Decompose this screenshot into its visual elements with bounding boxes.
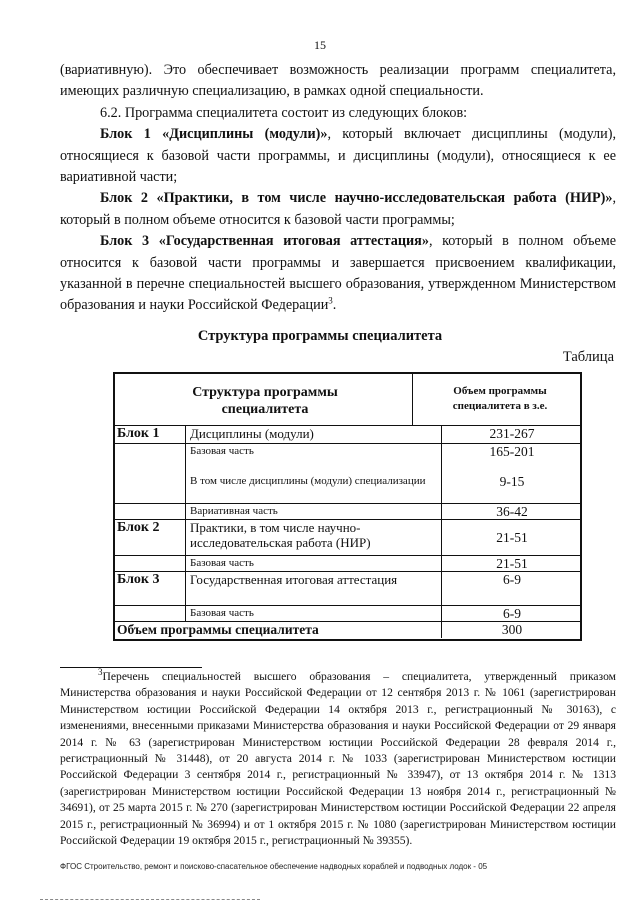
table-row bbox=[113, 606, 582, 622]
block-3-period: . bbox=[332, 297, 337, 314]
row-block bbox=[113, 504, 186, 520]
page-footer: ФГОС Строительство, ремонт и поисково-спасательное обеспечение надводных кораблей и подводных лодок - 05 bbox=[60, 862, 488, 871]
row-block: Блок 3 bbox=[113, 572, 186, 606]
row-value: 6-9 bbox=[442, 606, 583, 622]
row-name: Базовая часть bbox=[186, 556, 442, 572]
paragraph-block-2 bbox=[60, 188, 616, 231]
body-text bbox=[60, 60, 616, 317]
row-name: Базовая часть bbox=[186, 444, 442, 474]
row-value: 36-42 bbox=[442, 504, 583, 520]
footnote bbox=[60, 669, 616, 849]
row-name: Государственная итоговая аттестация bbox=[186, 572, 442, 606]
block-1-description: , который включает дисциплины (модули), относящиеся к базовой части программы, и дисциплины (модули), относящиеся к ее вариативной части; bbox=[60, 126, 616, 186]
total-value: 300 bbox=[442, 622, 583, 638]
block-2-description: , который в полном объеме относится к базовой части программы; bbox=[60, 190, 616, 228]
table-row bbox=[113, 504, 582, 520]
table-row bbox=[113, 572, 582, 606]
block-2-title: Блок 2 «Практики, в том числе научно-исследовательская работа (НИР)» bbox=[100, 190, 613, 207]
row-block bbox=[113, 606, 186, 622]
total-label: Объем программы специалитета bbox=[113, 622, 442, 638]
block-1-title: Блок 1 «Дисциплины (модули)» bbox=[100, 126, 328, 143]
paragraph-specializations: (вариативную). Это обеспечивает возможность реализации программ специалитета, имеющих различную специализацию, в рамках одной специальности. bbox=[60, 62, 616, 100]
row-block bbox=[113, 444, 186, 474]
table-header-structure: Структура программы специалитета bbox=[192, 385, 338, 417]
row-block: Блок 1 bbox=[113, 426, 186, 444]
footnote-marker: 3 bbox=[98, 667, 103, 678]
table-row bbox=[113, 444, 582, 474]
page-number: 15 bbox=[314, 38, 326, 52]
paragraph-block-1 bbox=[60, 124, 616, 188]
row-block bbox=[113, 556, 186, 572]
row-name: Базовая часть bbox=[186, 606, 442, 622]
row-name: Дисциплины (модули) bbox=[186, 426, 442, 444]
paragraph-block-3 bbox=[60, 231, 616, 317]
row-value: 165-201 bbox=[442, 444, 583, 474]
row-value: 9-15 bbox=[442, 474, 583, 504]
table-row bbox=[113, 556, 582, 572]
table-caption: Таблица bbox=[562, 349, 614, 365]
table-total-row bbox=[113, 622, 582, 638]
table-row bbox=[113, 520, 582, 556]
row-value: 21-51 bbox=[442, 520, 583, 556]
row-name: В том числе дисциплины (модули) специализации bbox=[186, 474, 442, 504]
paragraph-blocks-intro: 6.2. Программа специалитета состоит из следующих блоков: bbox=[100, 104, 468, 121]
scan-edge bbox=[40, 899, 260, 900]
row-value: 231-267 bbox=[442, 426, 583, 444]
table-row bbox=[113, 474, 582, 504]
row-name: Вариативная часть bbox=[186, 504, 442, 520]
block-3-title: Блок 3 «Государственная итоговая аттестация» bbox=[100, 233, 429, 250]
row-block bbox=[113, 474, 186, 504]
table-header-volume: Объем программы специалитета в з.е. bbox=[452, 385, 548, 412]
footnote-reference: 3 bbox=[328, 295, 333, 306]
row-name: Практики, в том числе научно-исследовательская работа (НИР) bbox=[186, 520, 442, 556]
footnote-divider bbox=[60, 667, 202, 668]
row-block: Блок 2 bbox=[113, 520, 186, 556]
structure-table bbox=[113, 425, 582, 638]
header-divider bbox=[412, 372, 413, 425]
footnote-text: Перечень специальностей высшего образования – специалитета, утвержденный приказом Министерства образования и науки Российской Федерации от 12 сентября 2013 г. № 1061 (зарегистрирован Министерством юстиции Российской Федерации 14 октября 2013 г., регистрационный № 30163), с изменениями, внесенными приказами Министерства образования и науки Российской Федерации от 29 января 2014 г. № 63 (зарегистрирован Министерством юстиции Российской Федерации 28 февраля 2014 г., регистрационный № 31448), от 20 августа 2014 г. № 1033 (зарегистрирован Министерством юстиции Российской Федерации 3 сентября 2014 г., регистрационный № 33947), от 13 октября 2014 г. № 1313 (зарегистрирован Министерством юстиции Российской Федерации 13 ноября 2014 г., регистрационный № 34691), от 25 марта 2015 г. № 270 (зарегистрирован Министерством юстиции Российской Федерации 22 апреля 2015 г., регистрационный № 36994) и от 1 октября 2015 г. № 1080 (зарегистрирован Министерством юстиции Российской Федерации 19 октября 2015 г., регистрационный № 39355). bbox=[60, 670, 616, 848]
row-value: 21-51 bbox=[442, 556, 583, 572]
row-value: 6-9 bbox=[442, 572, 583, 606]
block-3-description: , который в полном объеме относится к базовой части программы и завершается присвоением квалификации, указанной в перечне специальностей высшего образования, утвержденном Министерством образования и науки Российской Федерации bbox=[60, 233, 616, 314]
table-row bbox=[113, 426, 582, 444]
table-heading: Структура программы специалитета bbox=[197, 328, 443, 344]
